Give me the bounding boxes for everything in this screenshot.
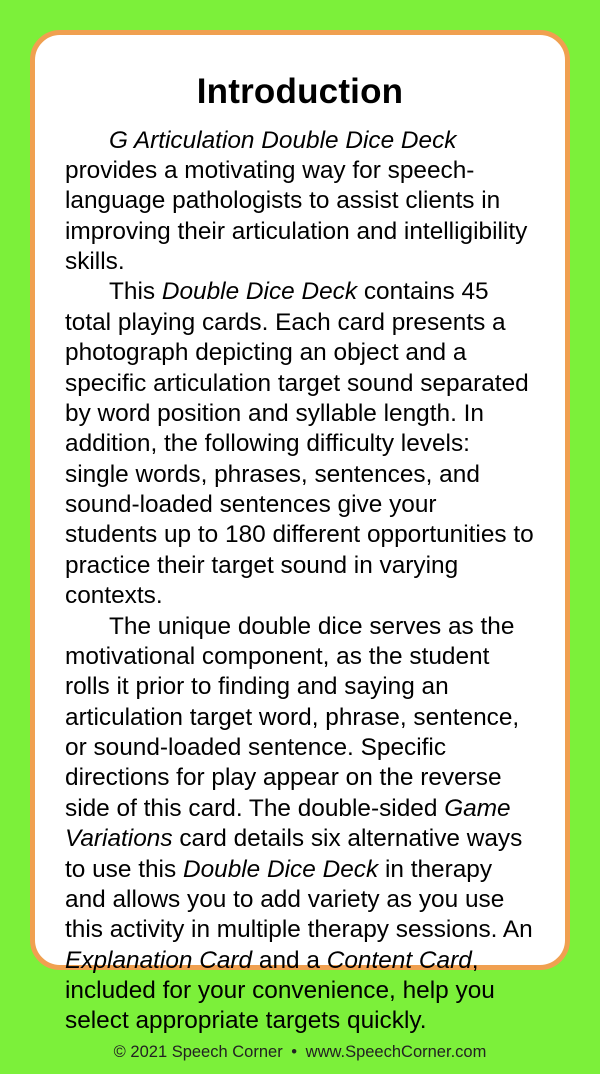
website-text: www.SpeechCorner.com <box>305 1042 487 1061</box>
text-run-3: card details six alternative ways to use this <box>65 825 523 883</box>
text-run-2: provides a motivating way for speech-language pathologists to assist clients in improving their articulation and intelligibility skills. <box>65 156 528 275</box>
card-footer <box>61 1037 539 1074</box>
text-run-3: contains 45 total playing cards. Each card presents a photograph depicting an object and a specific articulation target sound separated by word position and syllable length. In addition, the following difficulty levels: single words, phrases, sentences, and sound-loaded sentences give your students up to 180 different opportunities to practice their target sound in varying contexts. <box>65 278 534 610</box>
paragraph-3 <box>65 612 535 1037</box>
text-run-2: Game Variations <box>65 794 511 853</box>
introduction-card <box>30 30 570 1061</box>
text-run-4: Double Dice Deck <box>182 855 379 883</box>
text-run-1: G Articulation Double Dice Deck <box>109 126 457 154</box>
text-run-2: Double Dice Deck <box>161 278 358 306</box>
paragraph-2 <box>65 277 535 611</box>
page-title: Introduction <box>196 72 404 111</box>
text-run-8: Content Card <box>326 946 472 974</box>
text-run-1: The unique double dice serves as the motivational component, as the student rolls it prior to finding and saying an articulation target word, phrase, sentence, or sound-loaded sentence. Specific directions for play appear on the reverse side of this card. The double-sided <box>65 612 520 822</box>
text-run-9: , included for your convenience, help you select appropriate targets quickly. <box>65 946 495 1035</box>
text-run-7: and a <box>252 946 327 974</box>
text-run-5: in therapy and allows you to add variety as you use this activity in multiple therapy sessions. An <box>65 855 533 944</box>
paragraph-1 <box>65 126 535 278</box>
footer-separator: • <box>291 1042 298 1061</box>
text-run-6: Explanation Card <box>65 946 253 974</box>
card-body-text <box>61 126 539 1037</box>
text-run-1: This <box>109 278 162 306</box>
copyright-text: © 2021 Speech Corner <box>113 1042 283 1061</box>
card-surface <box>30 30 570 1061</box>
